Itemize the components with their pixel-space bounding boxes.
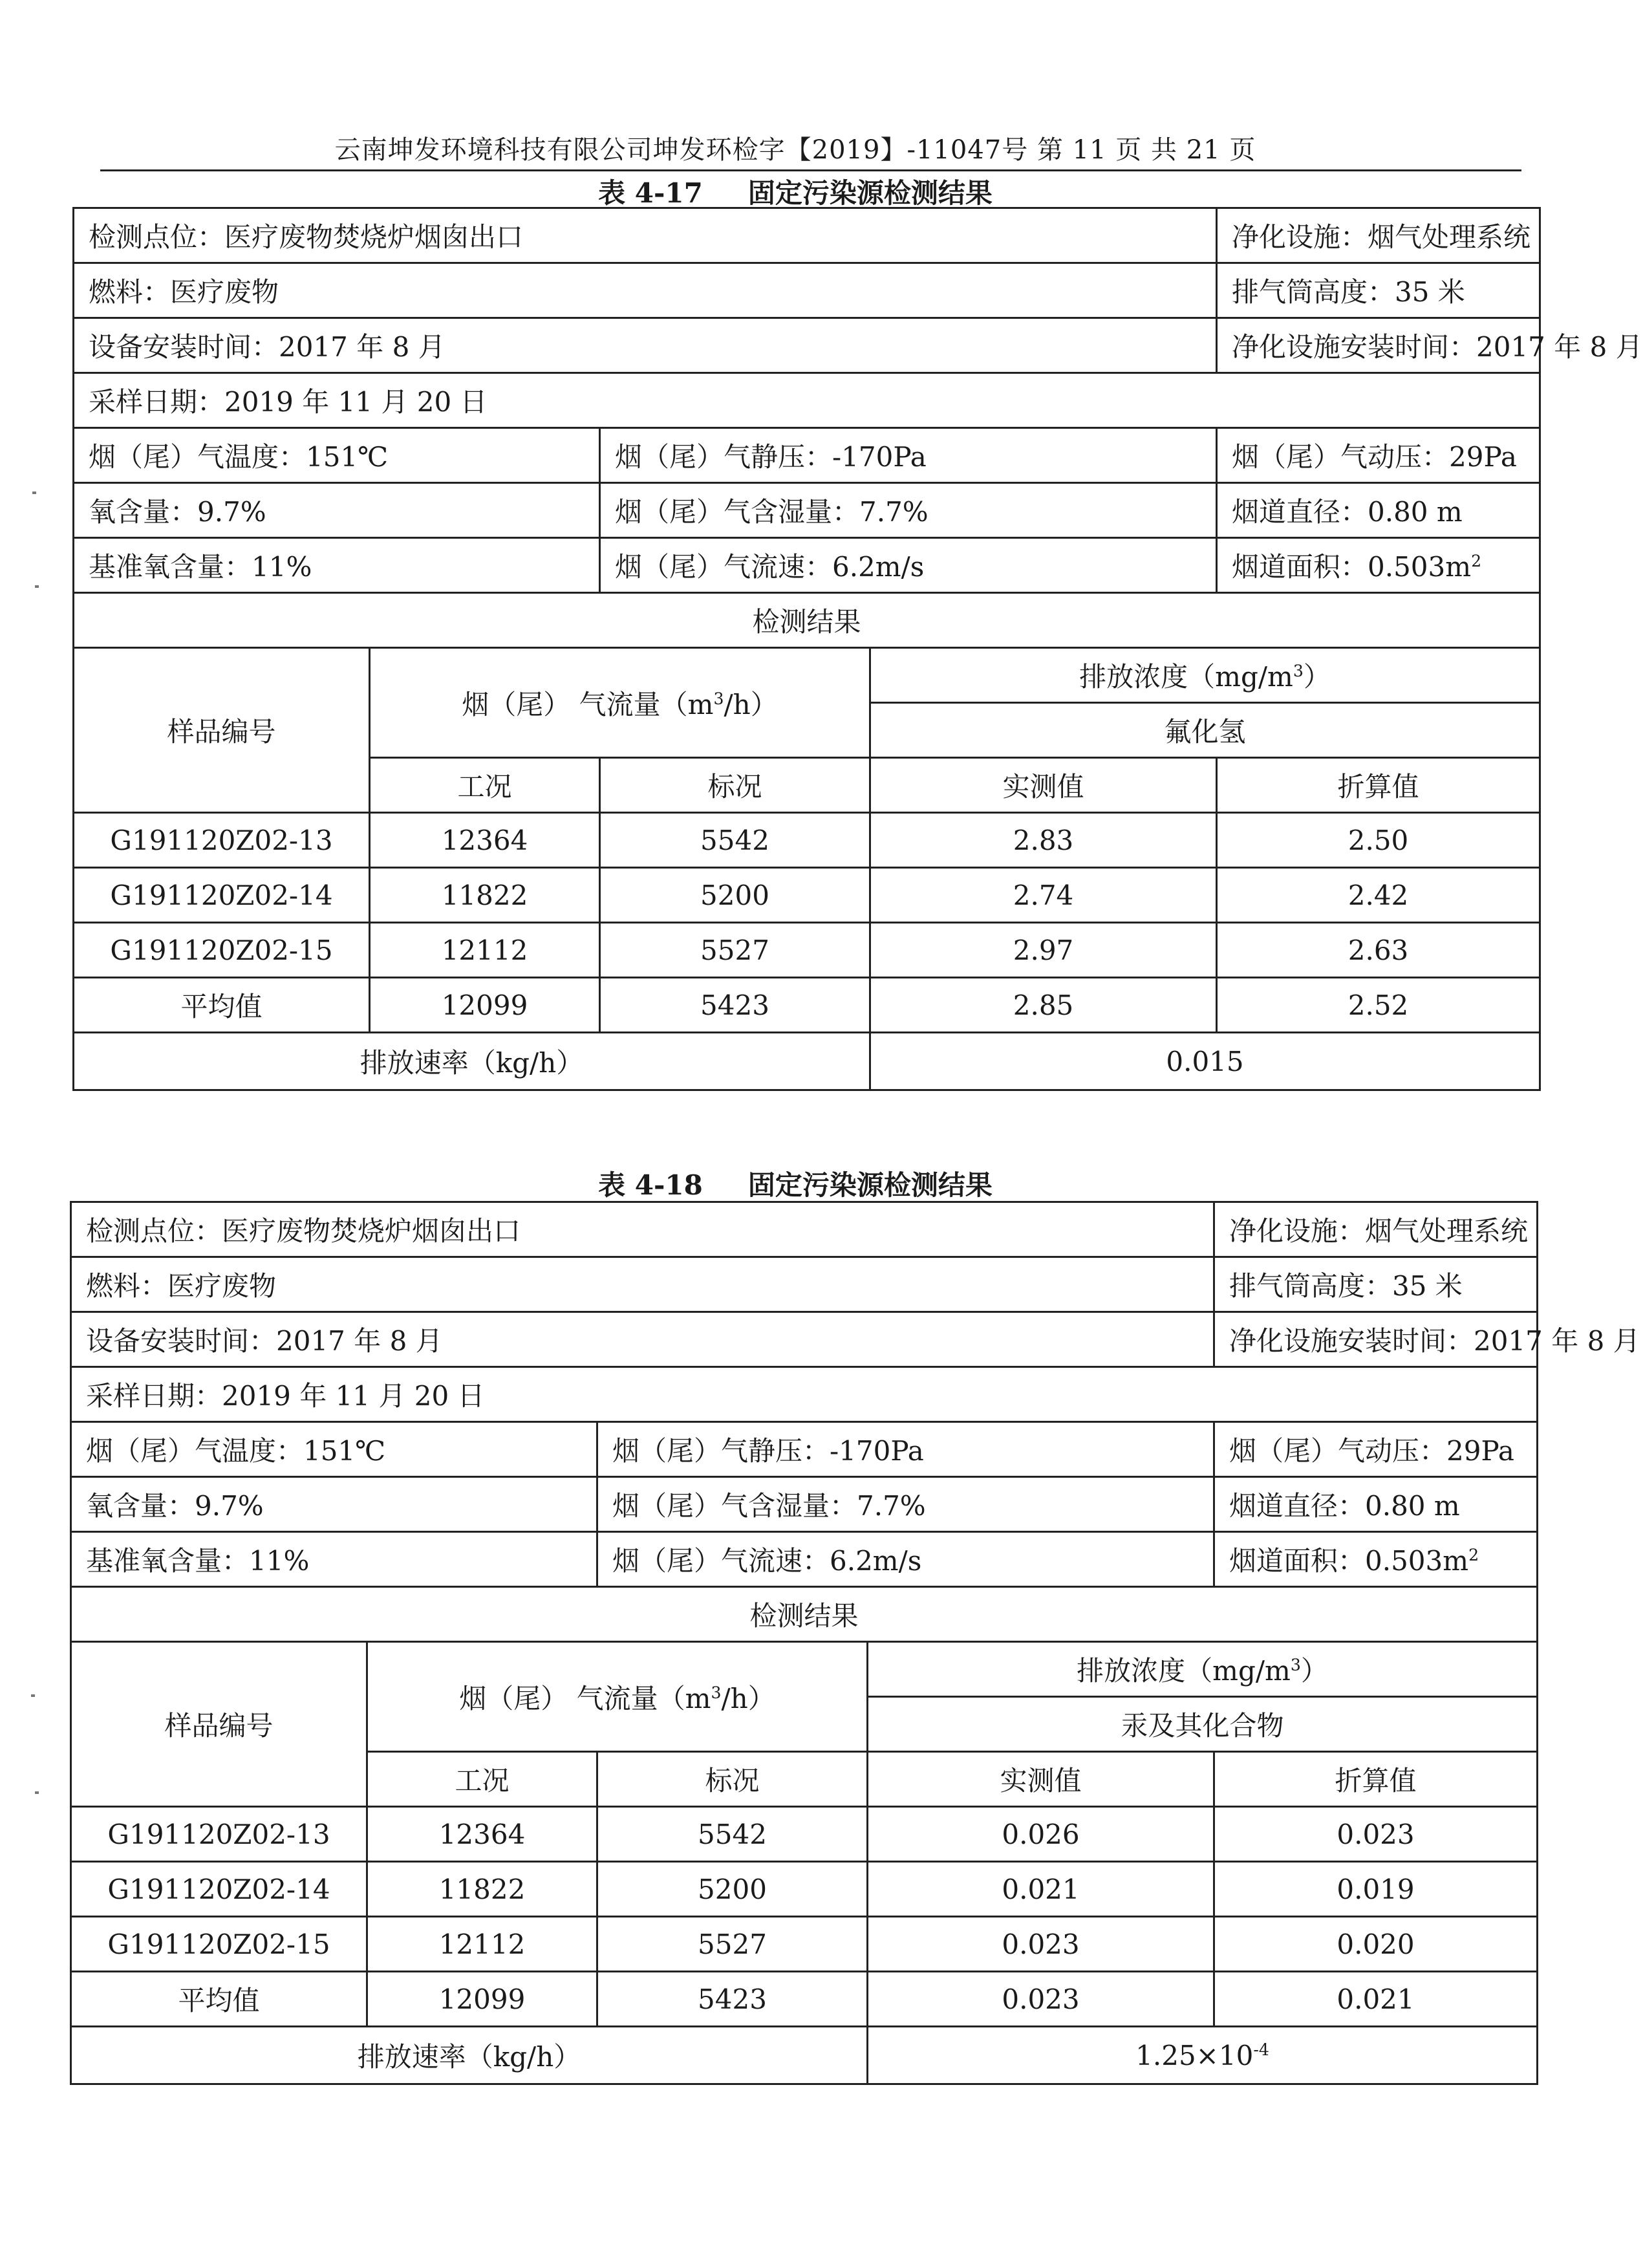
info-gas-temp: 烟（尾）气温度：151℃ <box>71 1422 597 1477</box>
cell-converted: 0.019 <box>1214 1862 1538 1917</box>
results-title: 检测结果 <box>74 593 1540 648</box>
col-work-header: 工况 <box>370 758 600 813</box>
info-row <box>71 1422 1538 1477</box>
info-purifier-install: 净化设施安装时间：2017 年 8 月 <box>1217 318 1540 373</box>
info-flow-velocity: 烟（尾）气流速：6.2m/s <box>597 1532 1214 1587</box>
info-row <box>71 1202 1538 1257</box>
page-header <box>71 129 1520 166</box>
col-sample-header: 样品编号 <box>74 648 370 813</box>
cell-converted: 0.021 <box>1214 1972 1538 2027</box>
table-row <box>71 1862 1538 1917</box>
cell-sample: G191120Z02-13 <box>74 813 370 868</box>
info-row <box>74 263 1540 318</box>
page-mid: 页 共 <box>1115 135 1177 165</box>
col-conc-header: 排放浓度$(mg/m^3)$ <box>868 1642 1538 1697</box>
col-work-header: 工况 <box>367 1752 597 1807</box>
duct-area-label: 烟道面积：0.503m <box>1229 1545 1469 1577</box>
info-moisture: 烟（尾）气含湿量：7.7% <box>600 483 1217 538</box>
info-static-pressure: 烟（尾）气静压：-170Pa <box>597 1422 1214 1477</box>
header-rule <box>100 169 1521 171</box>
info-equip-install: 设备安装时间：2017 年 8 月 <box>71 1312 1214 1367</box>
cell-measured: 0.026 <box>868 1807 1214 1862</box>
cell-converted: 2.42 <box>1217 868 1540 923</box>
info-dynamic-pressure: 烟（尾）气动压：29Pa <box>1217 428 1540 483</box>
info-equip-install: 设备安装时间：2017 年 8 月 <box>74 318 1217 373</box>
cell-measured: 2.85 <box>870 978 1217 1033</box>
scan-mark <box>32 491 36 494</box>
rate-label: 排放速率（kg/h） <box>74 1033 870 1090</box>
info-row <box>74 208 1540 263</box>
table-title: 固定污染源检测结果 <box>747 177 993 209</box>
col-measured-header: 实测值 <box>870 758 1217 813</box>
rate-value: $1.25\times 10^{-4}$ <box>868 2027 1538 2084</box>
info-row <box>74 318 1540 373</box>
header-row <box>74 648 1540 703</box>
info-flow-velocity: 烟（尾）气流速：6.2m/s <box>600 538 1217 593</box>
page-suffix: 页 <box>1229 135 1256 165</box>
cell-converted: 0.023 <box>1214 1807 1538 1862</box>
cell-sample: 平均值 <box>74 978 370 1033</box>
cell-sample: G191120Z02-13 <box>71 1807 367 1862</box>
cell-converted: 2.50 <box>1217 813 1540 868</box>
cell-std: 5527 <box>597 1917 868 1972</box>
info-row <box>74 373 1540 428</box>
results-title-row <box>71 1587 1538 1642</box>
results-title-row <box>74 593 1540 648</box>
cell-std: 5527 <box>600 923 870 978</box>
info-row <box>71 1257 1538 1312</box>
info-row <box>71 1477 1538 1532</box>
table-row <box>71 1917 1538 1972</box>
info-duct-diameter: 烟道直径：0.80 m <box>1214 1477 1538 1532</box>
cell-work: 12364 <box>367 1807 597 1862</box>
cell-work: 12099 <box>367 1972 597 2027</box>
info-row <box>71 1367 1538 1422</box>
cell-work: 12112 <box>370 923 600 978</box>
cell-converted: 0.020 <box>1214 1917 1538 1972</box>
info-gas-temp: 烟（尾）气温度：151℃ <box>74 428 600 483</box>
col-conc-header: 排放浓度$(mg/m^3)$ <box>870 648 1540 703</box>
page-prefix: 第 <box>1036 135 1064 165</box>
info-duct-area <box>1214 1532 1538 1587</box>
rate-value: 0.015 <box>870 1033 1540 1090</box>
table-title: 固定污染源检测结果 <box>747 1169 993 1201</box>
table-number: 表 4-17 <box>598 177 703 209</box>
cell-sample: G191120Z02-14 <box>71 1862 367 1917</box>
cell-measured: 0.021 <box>868 1862 1214 1917</box>
cell-converted: 2.63 <box>1217 923 1540 978</box>
rate-row <box>74 1033 1540 1090</box>
cell-sample: G191120Z02-15 <box>71 1917 367 1972</box>
cell-measured: 0.023 <box>868 1917 1214 1972</box>
pollutant-name: 汞及其化合物 <box>868 1697 1538 1752</box>
info-row <box>71 1312 1538 1367</box>
col-flow-header: 烟（尾） 气流量$(m^3/h)$ <box>367 1642 868 1752</box>
rate-label: 排放速率（kg/h） <box>71 2027 868 2084</box>
info-point: 检测点位：医疗废物焚烧炉烟囱出口 <box>74 208 1217 263</box>
table-caption <box>71 1164 1520 1203</box>
info-purifier: 净化设施：烟气处理系统 <box>1217 208 1540 263</box>
info-fuel: 燃料：医疗废物 <box>74 263 1217 318</box>
col-sample-header: 样品编号 <box>71 1642 367 1807</box>
table-row <box>74 868 1540 923</box>
results-title: 检测结果 <box>71 1587 1538 1642</box>
cell-std: 5423 <box>600 978 870 1033</box>
info-static-pressure: 烟（尾）气静压：-170Pa <box>600 428 1217 483</box>
cell-work: 12112 <box>367 1917 597 1972</box>
result-table-4-17 <box>72 207 1643 1091</box>
table-row <box>74 923 1540 978</box>
company-name: 云南坤发环境科技有限公司 <box>334 135 653 165</box>
cell-measured: 2.97 <box>870 923 1217 978</box>
cell-work: 12364 <box>370 813 600 868</box>
table-number: 表 4-18 <box>598 1169 703 1201</box>
cell-work: 11822 <box>370 868 600 923</box>
col-std-header: 标况 <box>600 758 870 813</box>
table-row <box>74 978 1540 1033</box>
cell-measured: 2.74 <box>870 868 1217 923</box>
cell-std: 5542 <box>597 1807 868 1862</box>
col-converted-header: 折算值 <box>1214 1752 1538 1807</box>
info-sample-date: 采样日期：2019 年 11 月 20 日 <box>71 1367 1538 1422</box>
cell-work: 12099 <box>370 978 600 1033</box>
info-purifier-install: 净化设施安装时间：2017 年 8 月 <box>1214 1312 1538 1367</box>
report-number: 坤发环检字【2019】-11047号 <box>652 135 1029 165</box>
cell-sample: 平均值 <box>71 1972 367 2027</box>
cell-measured: 2.83 <box>870 813 1217 868</box>
info-fuel: 燃料：医疗废物 <box>71 1257 1214 1312</box>
scan-mark <box>31 1694 35 1697</box>
cell-sample: G191120Z02-15 <box>74 923 370 978</box>
info-stack-height: 排气筒高度：35 米 <box>1214 1257 1538 1312</box>
cell-measured: 0.023 <box>868 1972 1214 2027</box>
cell-std: 5542 <box>600 813 870 868</box>
info-sample-date: 采样日期：2019 年 11 月 20 日 <box>74 373 1540 428</box>
cell-work: 11822 <box>367 1862 597 1917</box>
cell-sample: G191120Z02-14 <box>74 868 370 923</box>
col-converted-header: 折算值 <box>1217 758 1540 813</box>
col-flow-header: 烟（尾） 气流量$(m^3/h)$ <box>370 648 870 758</box>
duct-area-label: 烟道面积：0.503m <box>1232 551 1472 583</box>
info-ref-oxygen: 基准氧含量：11% <box>71 1532 597 1587</box>
table-row <box>71 1972 1538 2027</box>
col-std-header: 标况 <box>597 1752 868 1807</box>
pollutant-name: 氟化氢 <box>870 703 1540 758</box>
cell-converted: 2.52 <box>1217 978 1540 1033</box>
duct-area-exp: 2 <box>1471 551 1482 570</box>
info-duct-area <box>1217 538 1540 593</box>
info-row <box>74 538 1540 593</box>
result-table-4-18 <box>70 1201 1640 2085</box>
table-caption <box>71 172 1520 211</box>
cell-std: 5423 <box>597 1972 868 2027</box>
rate-row <box>71 2027 1538 2084</box>
col-measured-header: 实测值 <box>868 1752 1214 1807</box>
info-duct-diameter: 烟道直径：0.80 m <box>1217 483 1540 538</box>
table-row <box>74 813 1540 868</box>
info-oxygen: 氧含量：9.7% <box>71 1477 597 1532</box>
info-dynamic-pressure: 烟（尾）气动压：29Pa <box>1214 1422 1538 1477</box>
info-stack-height: 排气筒高度：35 米 <box>1217 263 1540 318</box>
cell-std: 5200 <box>600 868 870 923</box>
table-row <box>71 1807 1538 1862</box>
total-pages: 21 <box>1186 135 1221 165</box>
info-row <box>74 428 1540 483</box>
scan-mark <box>35 585 39 588</box>
info-row <box>71 1532 1538 1587</box>
info-ref-oxygen: 基准氧含量：11% <box>74 538 600 593</box>
info-moisture: 烟（尾）气含湿量：7.7% <box>597 1477 1214 1532</box>
info-purifier: 净化设施：烟气处理系统 <box>1214 1202 1538 1257</box>
cell-std: 5200 <box>597 1862 868 1917</box>
duct-area-exp: 2 <box>1468 1545 1479 1564</box>
info-point: 检测点位：医疗废物焚烧炉烟囱出口 <box>71 1202 1214 1257</box>
scan-mark <box>35 1791 39 1794</box>
page-number: 11 <box>1072 135 1107 165</box>
info-row <box>74 483 1540 538</box>
info-oxygen: 氧含量：9.7% <box>74 483 600 538</box>
header-row <box>71 1642 1538 1697</box>
